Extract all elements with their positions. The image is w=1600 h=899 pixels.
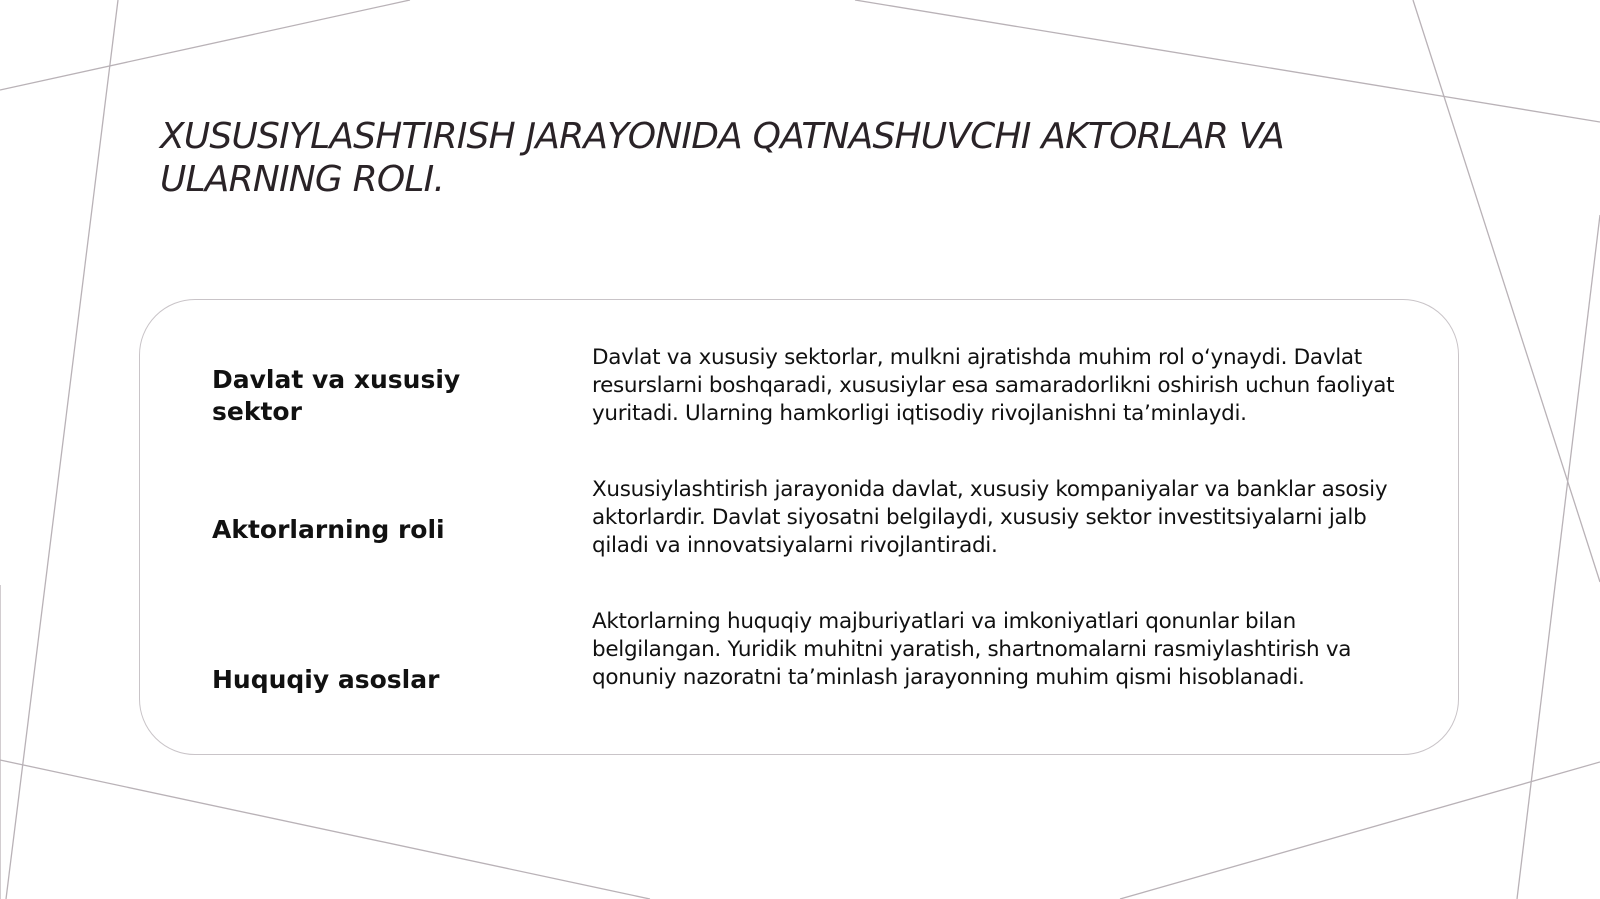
row-label-huquqiy-asoslar: Huquqiy asoslar (212, 665, 440, 694)
bg-line (0, 0, 410, 90)
row-label-aktorlarning-roli: Aktorlarning roli (212, 515, 445, 544)
row-description: Aktorlarning huquqiy majburiyatlari va imkoniyatlari qonunlar bilan belgilangan. Yuridik muhitni yaratish, shartnomalarni rasmiylashtirish va qonuniy nazoratni ta’minlash jarayonning muhim qismi hisoblanadi. (592, 609, 1352, 690)
row-description: Xususiylashtirish jarayonida davlat, xususiy kompaniyalar va banklar asosiy aktorlardir. Davlat siyosatni belgilaydi, xususiy sektor investitsiyalarni jalb qiladi va innovatsiyalarni rivojlantiradi. (592, 477, 1388, 558)
bg-line (1517, 215, 1600, 899)
bg-line (855, 0, 1600, 122)
content-table (139, 299, 1459, 755)
row-description: Davlat va xususiy sektorlar, mulkni ajratishda muhim rol o‘ynaydi. Davlat resurslarni boshqaradi, xususiylar esa samaradorlikni oshirish uchun faoliyat yuritadi. Ularning hamkorligi iqtisodiy rivojlanishni ta’minlaydi. (592, 345, 1395, 426)
bg-line (0, 760, 650, 899)
slide-title: XUSUSIYLASHTIRISH JARAYONIDA QATNASHUVCHI AKTORLAR VA ULARNING ROLI. (160, 116, 1284, 200)
row-label-davlat-va-xususiy-sektor: Davlat va xususiy sektor (212, 365, 461, 426)
bg-line (6, 0, 118, 899)
bg-line (1120, 762, 1600, 899)
